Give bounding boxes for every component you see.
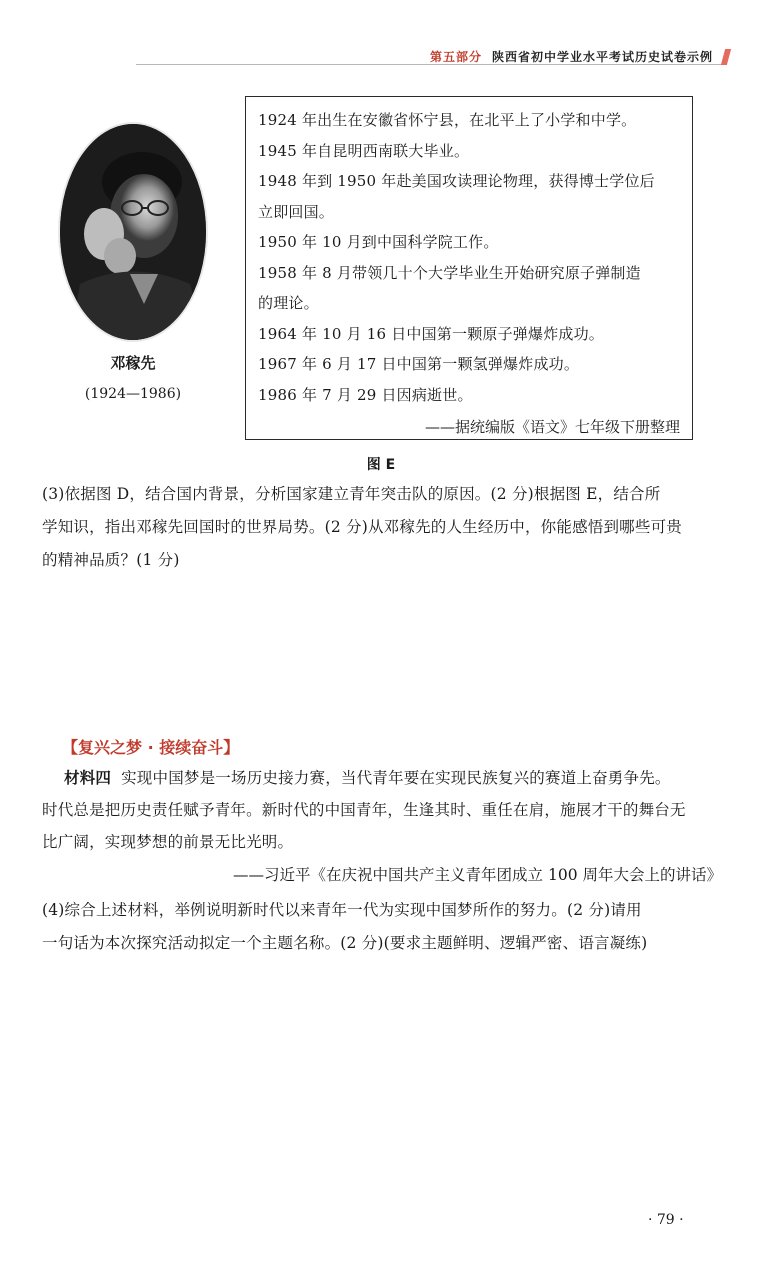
page-header: [430, 48, 729, 65]
header-part-label: 第五部分: [430, 50, 483, 64]
material-4-line: 比广阔，实现梦想的前景无比光明。: [42, 833, 294, 851]
question-4-line: (4)综合上述材料，举例说明新时代以来青年一代为实现中国梦所作的努力。(2 分)请用: [42, 901, 642, 919]
bio-line: 1950 年 10 月到中国科学院工作。: [258, 233, 499, 251]
material-4-label: 材料四: [64, 769, 112, 787]
question-4-line: 一句话为本次探究活动拟定一个主题名称。(2 分)(要求主题鲜明、逻辑严密、语言凝练): [42, 934, 648, 952]
question-3: [42, 478, 732, 577]
portrait-caption-years: (1924—1986): [84, 386, 182, 402]
section-title: 【复兴之梦 · 接续奋斗】: [62, 738, 240, 757]
portrait-image: [60, 124, 206, 340]
bio-line: 1964 年 10 月 16 日中国第一颗原子弹爆炸成功。: [258, 324, 604, 343]
question-3-line: (3)依据图 D，结合国内背景，分析国家建立青年突击队的原因。(2 分)根据图 E，结合所: [42, 485, 661, 503]
header-accent-mark: [721, 49, 731, 65]
figure-label: 图 E: [366, 457, 396, 473]
bio-line: 1924 年出生在安徽省怀宁县，在北平上了小学和中学。: [258, 111, 637, 129]
question-4: [42, 894, 732, 960]
material-4: [42, 762, 732, 858]
portrait-photo: [60, 124, 206, 340]
header-exam-title: 陕西省初中学业水平考试历史试卷示例: [492, 50, 714, 64]
question-3-line: 学知识，指出邓稼先回国时的世界局势。(2 分)从邓稼先的人生经历中，你能感悟到哪些可贵: [42, 518, 682, 536]
portrait-caption-name: 邓稼先: [110, 354, 156, 372]
material-4-text: 实现中国梦是一场历史接力赛，当代青年要在实现民族复兴的赛道上奋勇争先。: [121, 769, 671, 787]
biography-box: [245, 96, 693, 440]
material-4-source: ——习近平《在庆祝中国共产主义青年团成立 100 周年大会上的讲话》: [233, 866, 722, 884]
material-4-line: 时代总是把历史责任赋予青年。新时代的中国青年，生逢其时、重任在肩，施展才干的舞台无: [42, 801, 686, 819]
material-4-first-line: [42, 762, 732, 794]
bio-line: 1986 年 7 月 29 日因病逝世。: [258, 385, 473, 404]
bio-line: 1945 年自昆明西南联大毕业。: [258, 141, 470, 160]
bio-line: 1958 年 8 月带领几十个大学毕业生开始研究原子弹制造: [258, 263, 641, 282]
bio-line: 1948 年到 1950 年赴美国攻读理论物理，获得博士学位后: [258, 172, 655, 190]
bio-line: 的理论。: [258, 294, 319, 312]
page-number: · 79 ·: [648, 1212, 684, 1228]
bio-line: 立即回国。: [258, 202, 335, 221]
bio-line: 1967 年 6 月 17 日中国第一颗氢弹爆炸成功。: [258, 355, 580, 373]
portrait-figure: [60, 124, 208, 344]
question-3-line: 的精神品质？(1 分): [42, 551, 180, 569]
bio-source: ——据统编版《语文》七年级下册整理: [424, 418, 680, 436]
